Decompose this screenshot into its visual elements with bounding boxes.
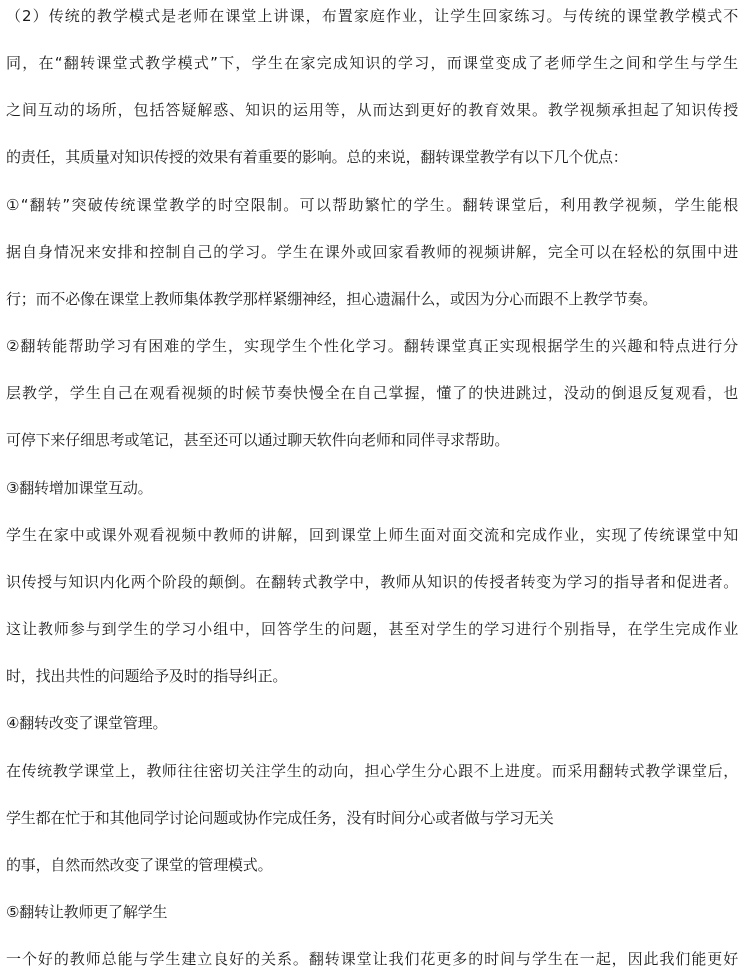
text-line: 行；而不必像在课堂上教师集体教学那样紧绷神经，担心遗漏什么，或因为分心而跟不上教学节奏。 bbox=[6, 290, 658, 308]
text-line: （2）传统的教学模式是老师在课堂上讲课，布置家庭作业，让学生回家练习。与传统的课堂教学模式不 bbox=[6, 7, 738, 25]
text-line: 之间互动的场所，包括答疑解惑、知识的运用等，从而达到更好的教育效果。教学视频承担起了知识传授 bbox=[6, 101, 738, 119]
text-line: ①“翻转”突破传统课堂教学的时空限制。可以帮助繁忙的学生。翻转课堂后，利用教学视频，学生能根 bbox=[6, 196, 738, 214]
text-line: 可停下来仔细思考或笔记，甚至还可以通过聊天软件向老师和同伴寻求帮助。 bbox=[6, 431, 510, 449]
text-line: 这让教师参与到学生的学习小组中，回答学生的问题，甚至对学生的学习进行个别指导，在学生完成作业 bbox=[6, 620, 738, 638]
text-line: 一个好的教师总能与学生建立良好的关系。翻转课堂让我们花更多的时间与学生在一起，因此我们能更好 bbox=[6, 950, 738, 968]
text-line: 学生都在忙于和其他同学讨论问题或协作完成任务，没有时间分心或者做与学习无关 bbox=[6, 809, 554, 827]
section-heading: ④翻转改变了课堂管理。 bbox=[6, 714, 168, 732]
text-line: 层教学，学生自己在观看视频的时候节奏快慢全在自己掌握，懂了的快进跳过，没动的倒退反复观看，也 bbox=[6, 384, 738, 402]
text-line: 的事，自然而然改变了课堂的管理模式。 bbox=[6, 856, 273, 874]
text-line: 同，在“翻转课堂式教学模式”下，学生在家完成知识的学习，而课堂变成了老师学生之间和学生与学生 bbox=[6, 54, 738, 72]
text-line: 时，找出共性的问题给予及时的指导纠正。 bbox=[6, 667, 288, 685]
section-heading: ⑤翻转让教师更了解学生 bbox=[6, 903, 168, 921]
text-line: ②翻转能帮助学习有困难的学生，实现学生个性化学习。翻转课堂真正实现根据学生的兴趣和特点进行分 bbox=[6, 337, 738, 355]
section-heading: ③翻转增加课堂互动。 bbox=[6, 479, 153, 497]
text-line: 的责任，其质量对知识传授的效果有着重要的影响。总的来说，翻转课堂教学有以下几个优点： bbox=[6, 148, 628, 166]
text-line: 据自身情况来安排和控制自己的学习。学生在课外或回家看教师的视频讲解，完全可以在轻松的氛围中进 bbox=[6, 243, 738, 261]
text-line: 学生在家中或课外观看视频中教师的讲解，回到课堂上师生面对面交流和完成作业，实现了传统课堂中知 bbox=[6, 526, 738, 544]
text-line: 识传授与知识内化两个阶段的颠倒。在翻转式教学中，教师从知识的传授者转变为学习的指导者和促进者。 bbox=[6, 573, 738, 591]
text-line: 在传统教学课堂上，教师往往密切关注学生的动向，担心学生分心跟不上进度。而采用翻转式教学课堂后， bbox=[6, 762, 738, 780]
